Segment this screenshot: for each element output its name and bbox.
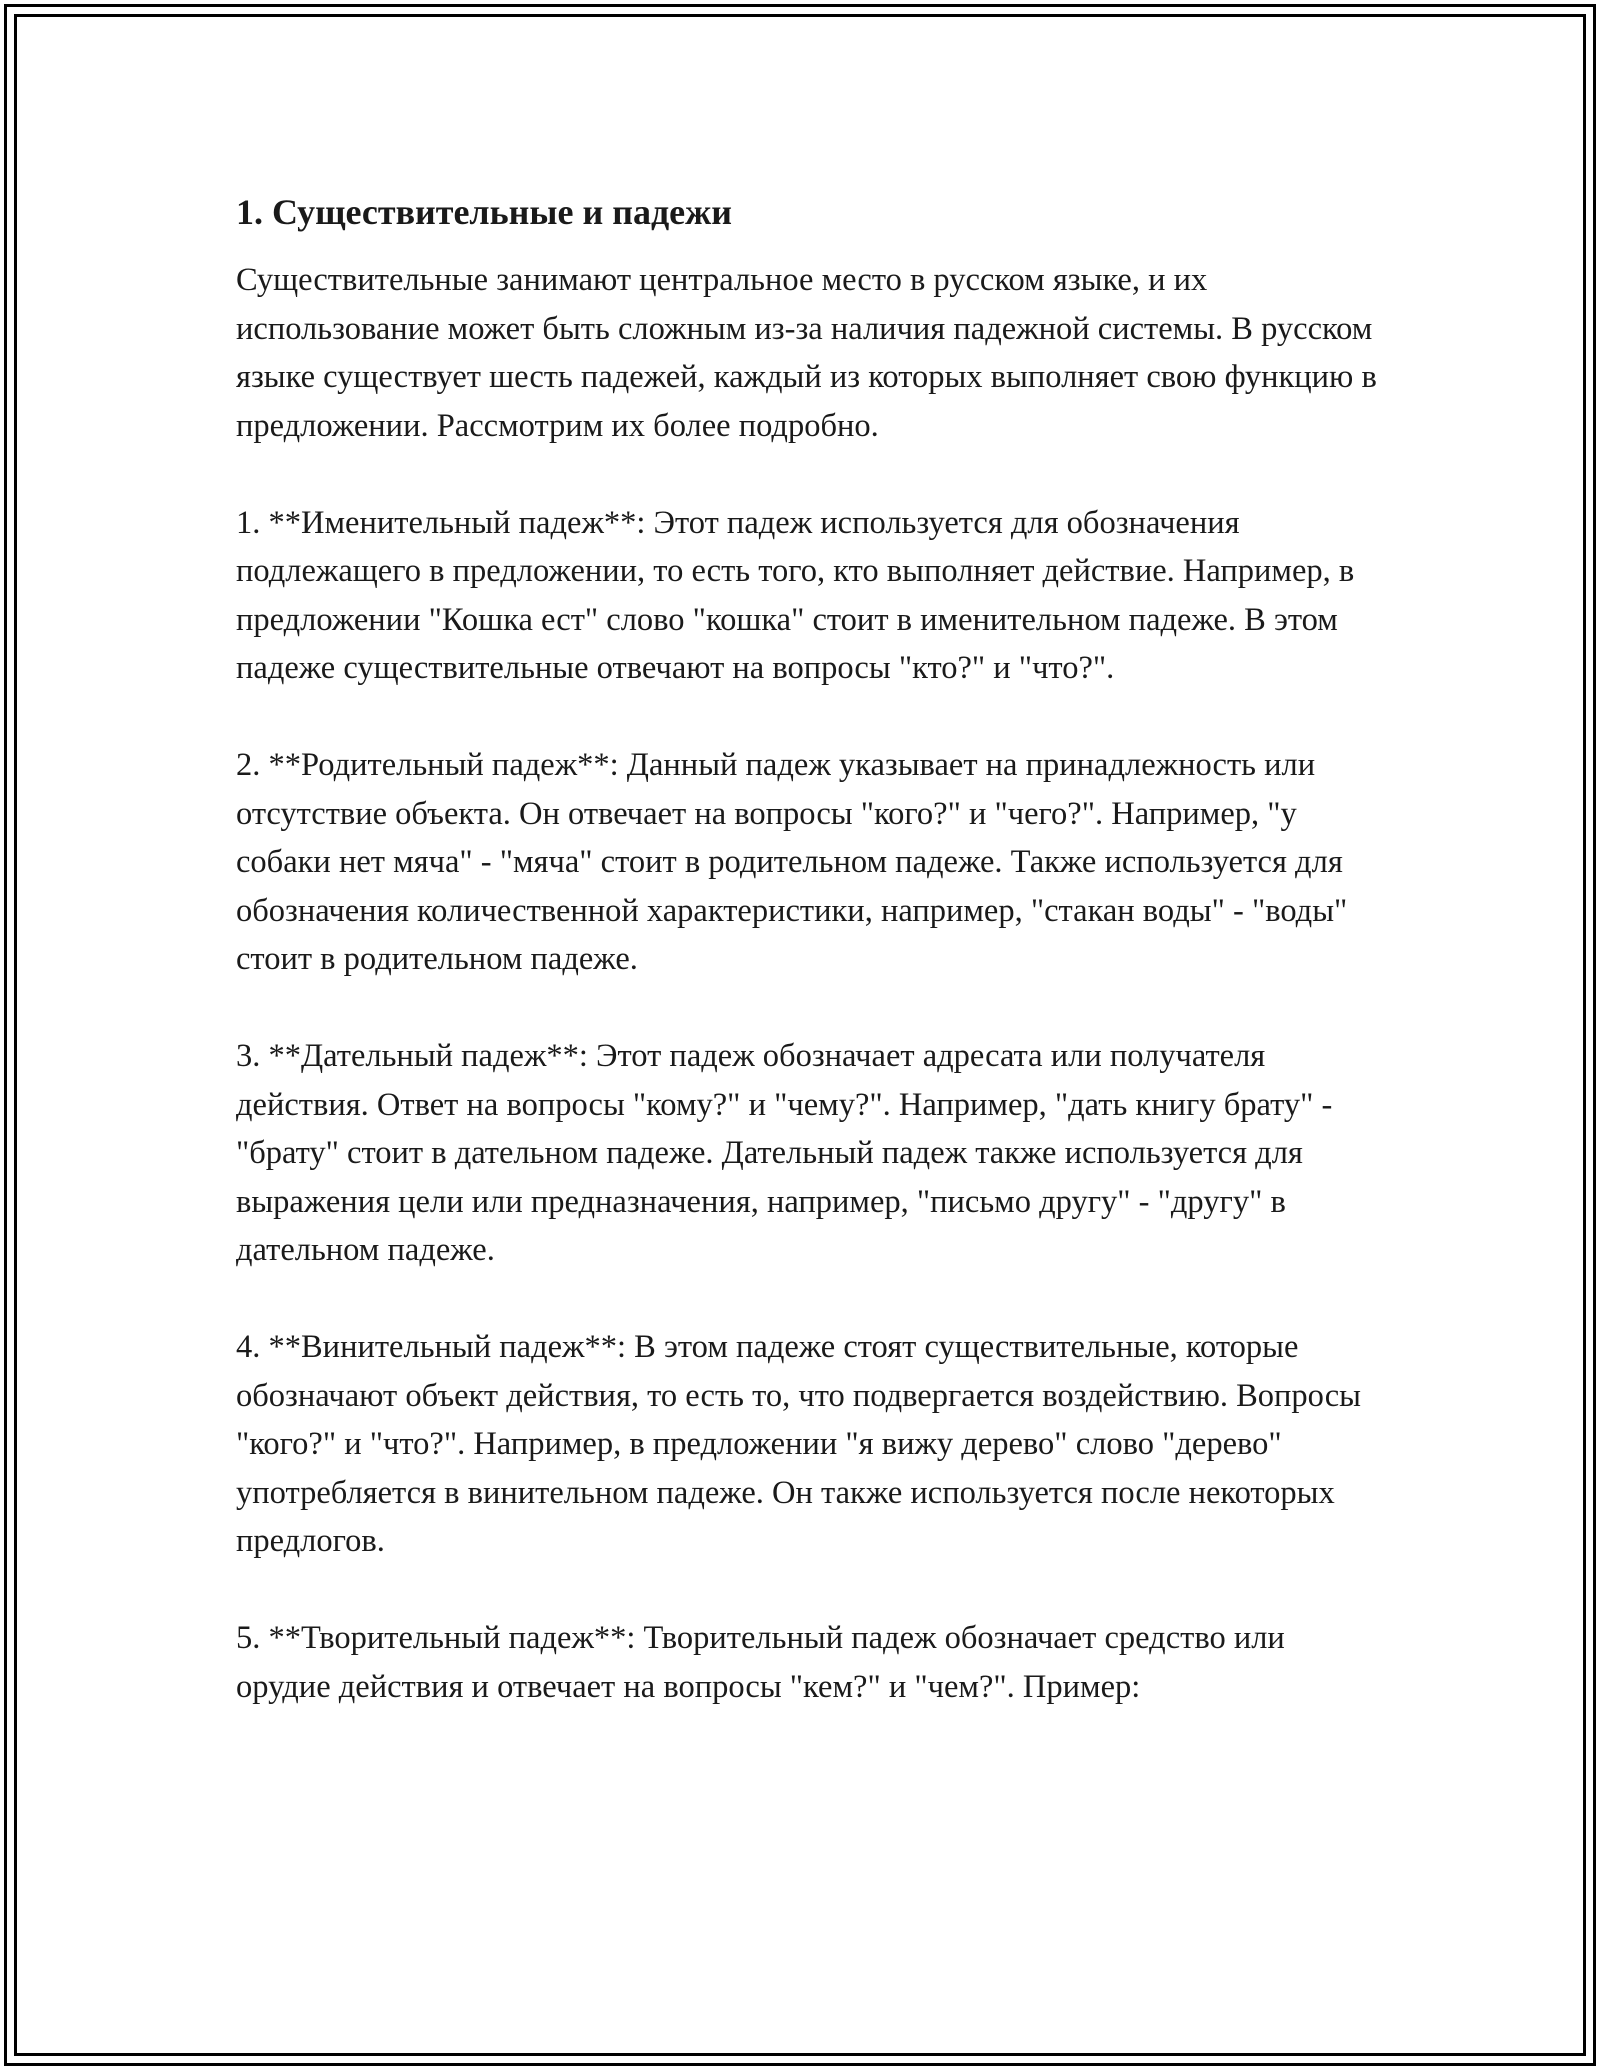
case-accusative-paragraph: 4. **Винительный падеж**: В этом падеже стоят существительные, которые обозначают объект действия, то есть то, что подвергается воздействию. Вопросы "кого?" и "что?". Например, в предложении "я вижу дерево" слово "дерево" употребляется в винительном падеже. Он также используется после некоторых предлогов. bbox=[236, 1329, 1361, 1559]
case-dative-paragraph: 3. **Дательный падеж**: Этот падеж обозначает адресата или получателя действия. Ответ на вопросы "кому?" и "чему?". Например, "дать книгу брату" - "брату" стоит в дательном падеже. Дательный падеж также используется для выражения цели или предназначения, например, "письмо другу" - "другу" в дательном падеже. bbox=[236, 1038, 1333, 1268]
case-genitive-paragraph: 2. **Родительный падеж**: Данный падеж указывает на принадлежность или отсутствие объекта. Он отвечает на вопросы "кого?" и "чего?". Например, "у собаки нет мяча" - "мяча" стоит в родительном падеже. Также используется для обозначения количественной характеристики, например, "стакан воды" - "воды" стоит в родительном падеже. bbox=[236, 747, 1348, 977]
case-instrumental-paragraph: 5. **Творительный падеж**: Творительный падеж обозначает средство или орудие действия и отвечает на вопросы "кем?" и "чем?". Пример: bbox=[236, 1620, 1285, 1705]
case-nominative-paragraph: 1. **Именительный падеж**: Этот падеж используется для обозначения подлежащего в предложении, то есть того, кто выполняет действие. Например, в предложении "Кошка ест" слово "кошка" стоит в именительном падеже. В этом падеже существительные отвечают на вопросы "кто?" и "что?". bbox=[236, 504, 1355, 686]
document-body bbox=[236, 188, 1386, 1760]
section-heading: 1. Существительные и падежи bbox=[236, 192, 733, 232]
intro-paragraph: Существительные занимают центральное место в русском языке, и их использование может быть сложным из-за наличия падежной системы. В русском языке существует шесть падежей, каждый из которых выполняет свою функцию в предложении. Рассмотрим их более подробно. bbox=[236, 262, 1377, 444]
